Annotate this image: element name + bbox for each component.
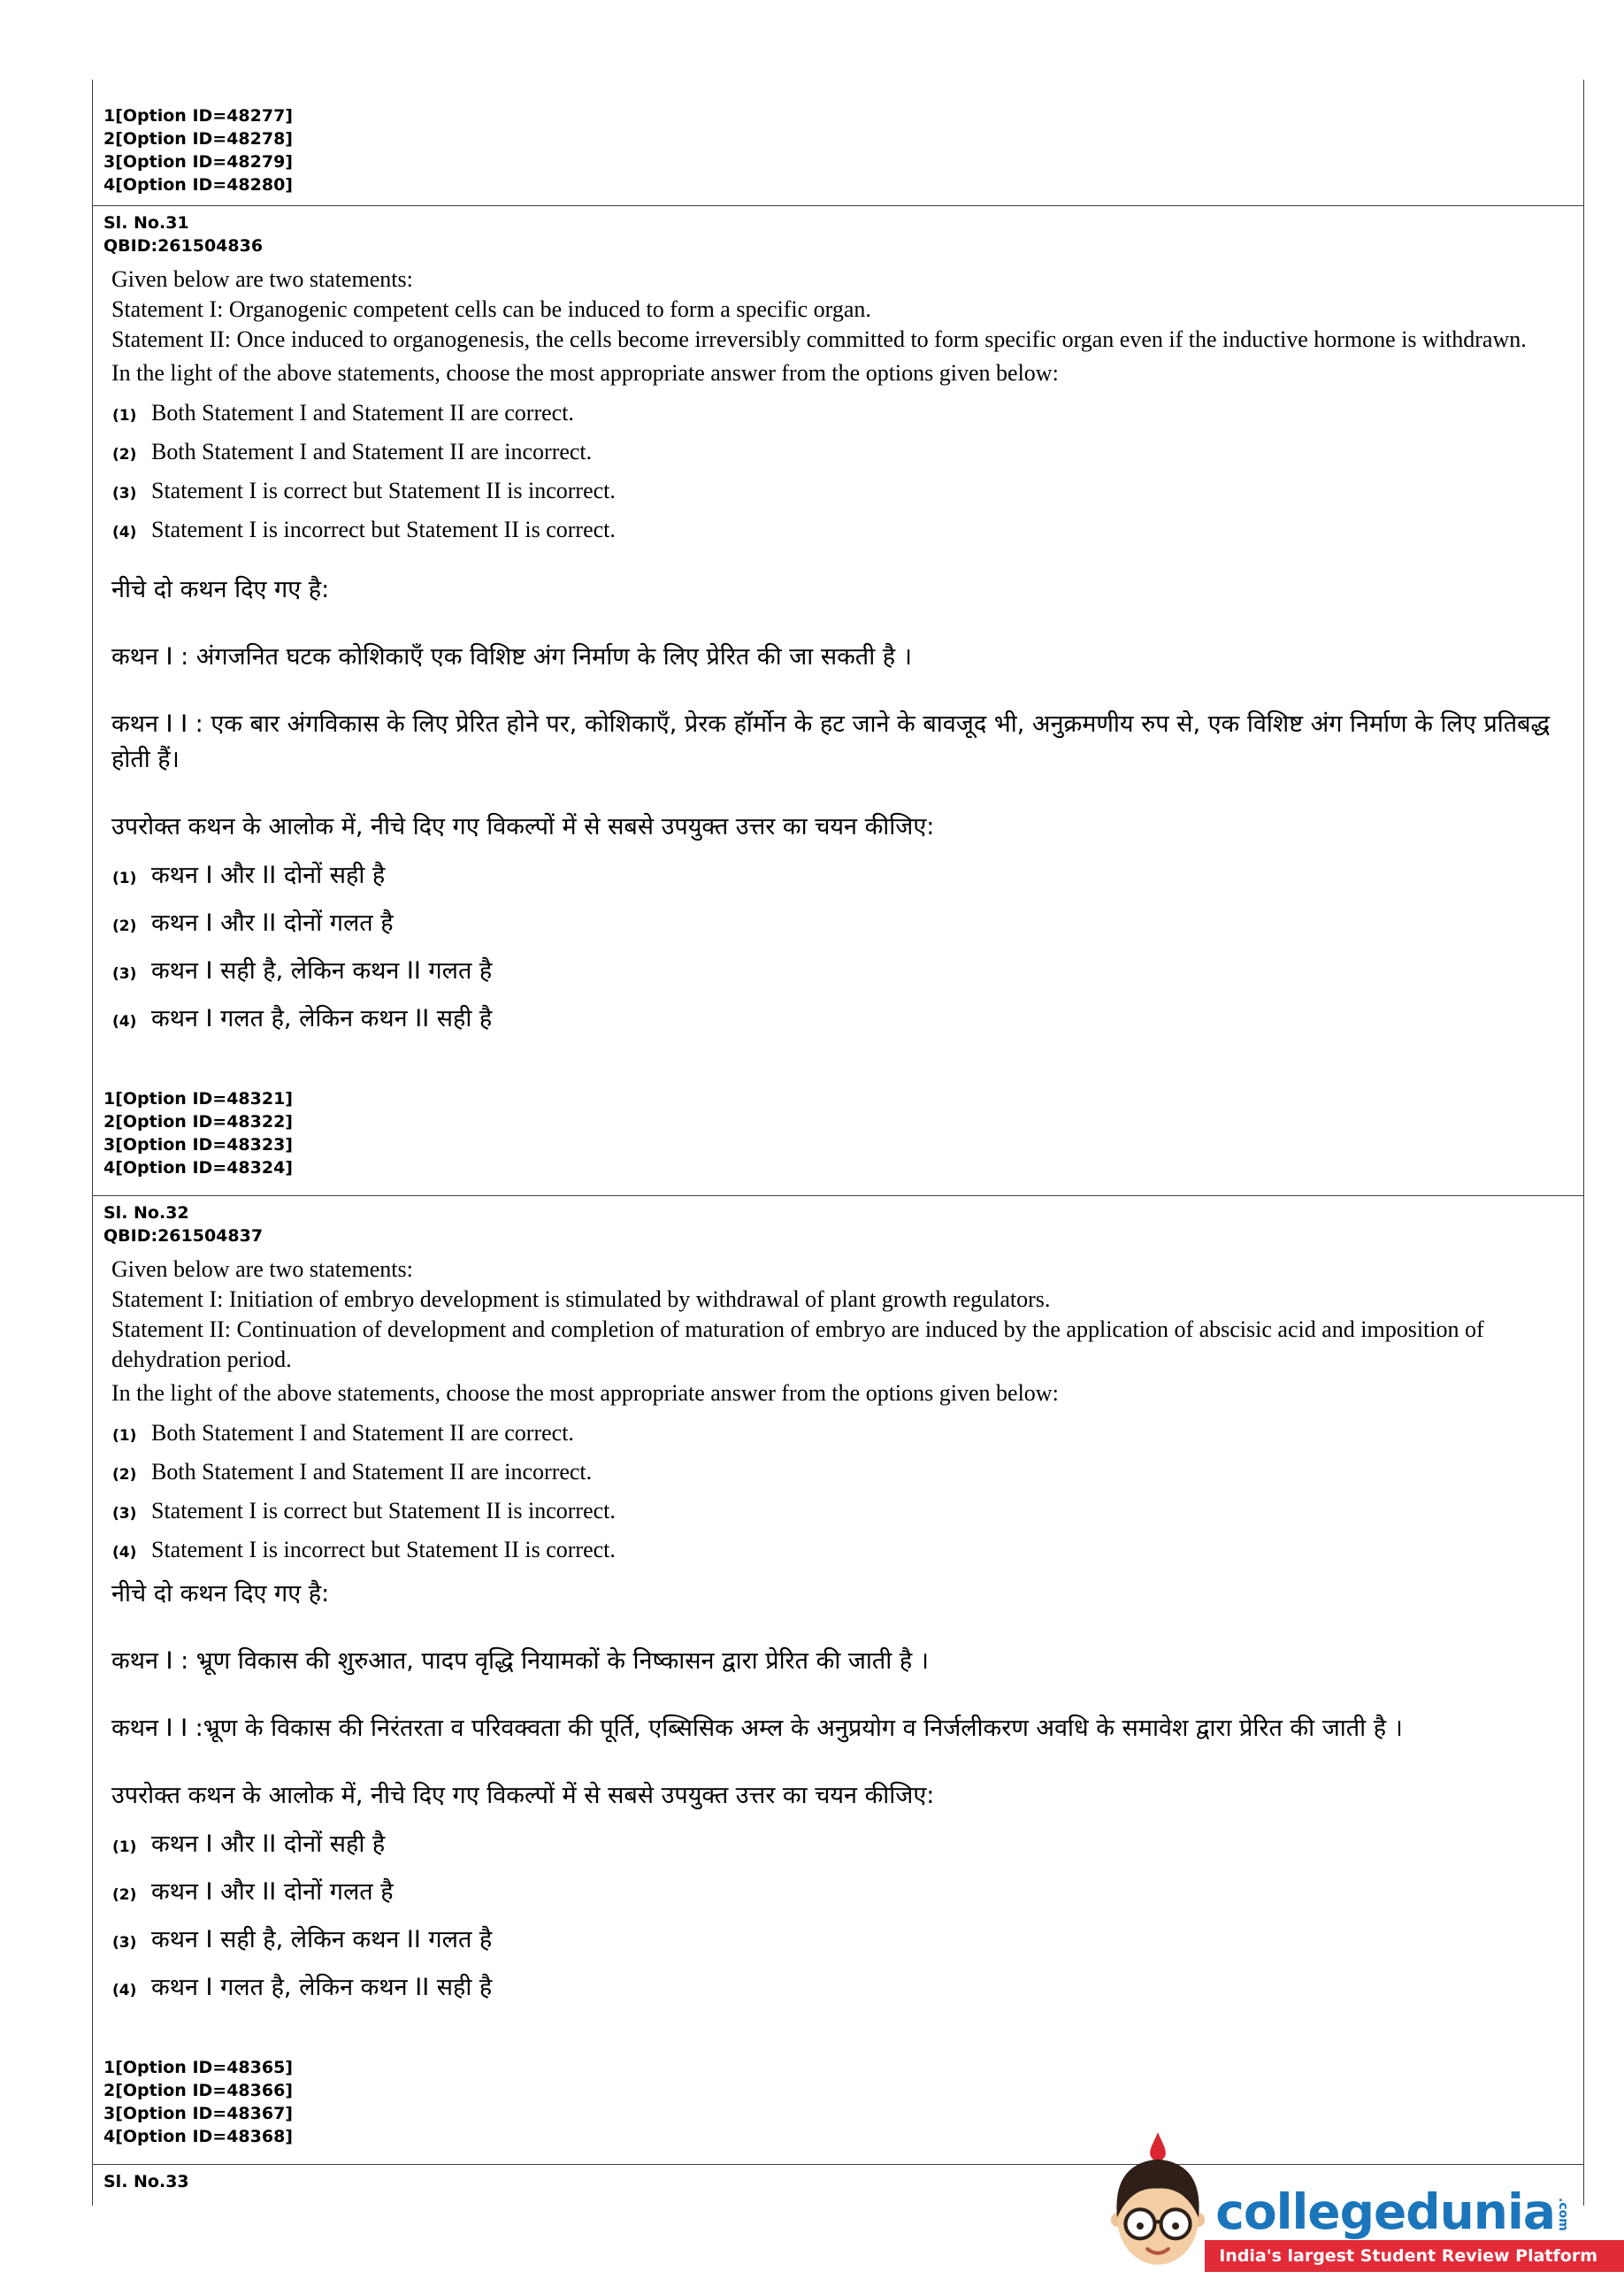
collegedunia-mascot-icon [1106, 2132, 1210, 2272]
hindi-question-instruction: उपरोक्त कथन के आलोक में, नीचे दिए गए विकल्पों में से सबसे उपयुक्त उत्तर का चयन कीजिए: [111, 1782, 935, 1809]
option-text: Both Statement I and Statement II are correct. [151, 400, 574, 426]
hindi-options [103, 859, 1564, 1036]
hindi-option-1 [112, 1828, 1564, 1861]
option-id-line: 4[Option ID=48368] [103, 2127, 293, 2146]
option-text: Both Statement I and Statement II are incorrect. [151, 439, 593, 464]
question-bank-id: QBID:261504837 [103, 1226, 264, 1246]
option-text: कथन I सही है, लेकिन कथन II गलत है [151, 957, 493, 985]
option-id-line: 1[Option ID=48277] [103, 106, 293, 126]
option-4 [112, 515, 1564, 544]
hindi-question-intro: नीचे दो कथन दिए गए है: [111, 1580, 330, 1608]
question-32-english [103, 1255, 1564, 1564]
option-text: कथन I और II दोनों सही है [151, 862, 386, 889]
question-serial-number: Sl. No.31 [103, 213, 189, 233]
option-id-line: 2[Option ID=48278] [103, 129, 293, 149]
question-31-hindi [103, 572, 1564, 1036]
hindi-option-3 [112, 955, 1564, 988]
option-id-line: 3[Option ID=48323] [103, 1135, 293, 1155]
option-number: (2) [112, 1466, 137, 1484]
option-id-line: 3[Option ID=48279] [103, 152, 293, 172]
option-number: (4) [112, 1544, 137, 1562]
option-id-line: 3[Option ID=48367] [103, 2104, 293, 2123]
hindi-option-4 [112, 1002, 1564, 1036]
option-number: (2) [112, 917, 137, 935]
brand-row [1205, 2183, 1570, 2240]
statement-2: Statement II: Continuation of development and completion of maturation of embryo are induced by the application of abscisic acid and imposition of dehydration period. [111, 1316, 1484, 1372]
hindi-option-3 [112, 1923, 1564, 1957]
option-id-line: 2[Option ID=48322] [103, 1112, 293, 1132]
question-intro: Given below are two statements: [111, 1256, 413, 1282]
previous-question-option-ids [93, 80, 1583, 205]
option-3 [112, 1496, 1564, 1525]
hindi-statement-2: कथन I I :भ्रूण के विकास की निरंतरता व परिवक्वता की पूर्ति, एब्सिसिक अम्ल के अनुप्रयोग व निर्जलीकरण अवधि के समावेश द्वारा प्रेरित की जाती है । [111, 1715, 1403, 1742]
option-text: Both Statement I and Statement II are correct. [151, 1420, 574, 1446]
option-number: (1) [112, 407, 137, 425]
option-2 [112, 437, 1564, 466]
tagline-text: India's largest Student Review Platform [1219, 2246, 1597, 2266]
option-number: (4) [112, 1013, 137, 1031]
hindi-question-intro: नीचे दो कथन दिए गए है: [111, 576, 330, 603]
question-31-option-ids [103, 1087, 1564, 1179]
option-text: Statement I is correct but Statement II is incorrect. [151, 1498, 616, 1523]
option-text: कथन I सही है, लेकिन कथन II गलत है [151, 1926, 493, 1953]
hindi-statement-1: कथन I : अंगजनित घटक कोशिकाएँ एक विशिष्ट अंग निर्माण के लिए प्रेरित की जा सकती है । [111, 643, 912, 671]
question-31 [93, 205, 1583, 1195]
option-number: (3) [112, 1934, 137, 1952]
option-number: (4) [112, 1982, 137, 1999]
question-serial-number: Sl. No.32 [103, 1203, 189, 1223]
option-2 [112, 1457, 1564, 1486]
option-text: Statement I is incorrect but Statement II is correct. [151, 517, 616, 542]
option-text: कथन I गलत है, लेकिन कथन II सही है [151, 1005, 493, 1032]
option-id-line: 2[Option ID=48366] [103, 2081, 293, 2100]
option-text: Both Statement I and Statement II are incorrect. [151, 1459, 593, 1485]
option-id-line: 1[Option ID=48365] [103, 2058, 293, 2077]
hindi-option-2 [112, 1876, 1564, 1909]
question-31-english [103, 265, 1564, 544]
option-1 [112, 1418, 1564, 1447]
hindi-statement-1: कथन I : भ्रूण विकास की शुरुआत, पादप वृद्धि नियामकों के निष्कासन द्वारा प्रेरित की जाती है । [111, 1647, 930, 1675]
option-4 [112, 1535, 1564, 1564]
option-id-line: 1[Option ID=48321] [103, 1089, 293, 1109]
option-number: (3) [112, 1505, 137, 1523]
question-table [92, 80, 1584, 2206]
collegedunia-logo [1106, 2132, 1624, 2272]
hindi-options [103, 1828, 1564, 2005]
statement-2: Statement II: Once induced to organogenesis, the cells become irreversibly committed to form specific organ even if the inductive hormone is withdrawn. [111, 326, 1527, 352]
option-number: (2) [112, 1886, 137, 1904]
option-text: Statement I is incorrect but Statement II is correct. [151, 1537, 616, 1562]
statement-1: Statement I: Organogenic competent cells can be induced to form a specific organ. [111, 296, 871, 322]
question-instruction: In the light of the above statements, choose the most appropriate answer from the options given below: [111, 360, 1059, 386]
option-number: (2) [112, 446, 137, 464]
option-number: (4) [112, 524, 137, 541]
statement-1: Statement I: Initiation of embryo development is stimulated by withdrawal of plant growth regulators. [111, 1286, 1051, 1312]
option-text: कथन I और II दोनों सही है [151, 1830, 386, 1858]
collegedunia-logo-text [1205, 2183, 1624, 2272]
hindi-option-2 [112, 907, 1564, 940]
option-id-line: 4[Option ID=48324] [103, 1158, 293, 1178]
question-intro: Given below are two statements: [111, 266, 413, 292]
option-number: (1) [112, 1838, 137, 1856]
option-3 [112, 476, 1564, 505]
brand-name: collegedunia [1215, 2183, 1555, 2240]
option-text: कथन I और II दोनों गलत है [151, 909, 394, 937]
option-number: (3) [112, 965, 137, 983]
brand-suffix: .com [1555, 2198, 1570, 2231]
hindi-question-instruction: उपरोक्त कथन के आलोक में, नीचे दिए गए विकल्पों में से सबसे उपयुक्त उत्तर का चयन कीजिए: [111, 813, 935, 840]
question-32-hindi [103, 1577, 1564, 2005]
option-1 [112, 398, 1564, 427]
option-text: कथन I गलत है, लेकिन कथन II सही है [151, 1974, 493, 2001]
option-id-line: 4[Option ID=48280] [103, 175, 293, 195]
option-text: Statement I is correct but Statement II is incorrect. [151, 478, 616, 503]
question-32 [93, 1195, 1583, 2164]
hindi-option-1 [112, 859, 1564, 893]
question-serial-number: Sl. No.33 [103, 2172, 189, 2191]
hindi-option-4 [112, 1971, 1564, 2005]
hindi-statement-2: कथन I I : एक बार अंगविकास के लिए प्रेरित होने पर, कोशिकाएँ, प्रेरक हॉर्मोन के हट जाने के बावजूद भी, अनुक्रमणीय रुप से, एक विशिष्ट अंग निर्माण के लिए प्रतिबद्ध होती हैं। [111, 710, 1551, 773]
tagline-bar [1205, 2240, 1624, 2272]
option-number: (1) [112, 870, 137, 887]
option-number: (3) [112, 485, 137, 503]
question-bank-id: QBID:261504836 [103, 236, 264, 256]
question-instruction: In the light of the above statements, choose the most appropriate answer from the options given below: [111, 1380, 1059, 1406]
option-text: कथन I और II दोनों गलत है [151, 1878, 394, 1906]
option-number: (1) [112, 1427, 137, 1445]
